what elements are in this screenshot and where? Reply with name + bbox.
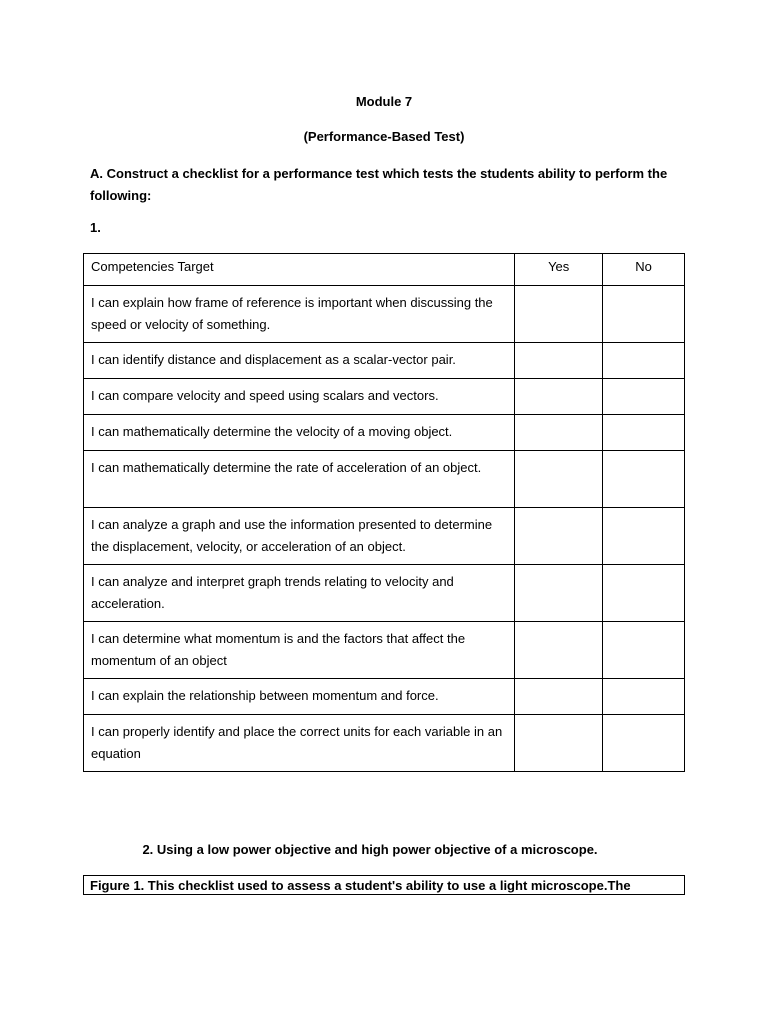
no-cell[interactable] <box>603 508 685 565</box>
table-row <box>84 286 685 343</box>
no-cell[interactable] <box>603 379 685 415</box>
yes-cell[interactable] <box>515 679 603 715</box>
header-no: No <box>603 254 685 286</box>
table-row <box>84 565 685 622</box>
competency-cell: I can explain the relationship between momentum and force. <box>84 679 515 715</box>
table-row <box>84 508 685 565</box>
no-cell[interactable] <box>603 451 685 508</box>
yes-cell[interactable] <box>515 451 603 508</box>
competency-checklist-table <box>83 253 685 772</box>
competency-cell: I can explain how frame of reference is important when discussing the speed or velocity of something. <box>84 286 515 343</box>
yes-cell[interactable] <box>515 715 603 772</box>
yes-cell[interactable] <box>515 622 603 679</box>
competency-cell: I can analyze a graph and use the information presented to determine the displacement, velocity, or acceleration of an object. <box>84 508 515 565</box>
competency-cell: I can properly identify and place the correct units for each variable in an equation <box>84 715 515 772</box>
table-row <box>84 679 685 715</box>
no-cell[interactable] <box>603 715 685 772</box>
header-yes: Yes <box>515 254 603 286</box>
competency-cell: I can analyze and interpret graph trends relating to velocity and acceleration. <box>84 565 515 622</box>
yes-cell[interactable] <box>515 415 603 451</box>
yes-cell[interactable] <box>515 343 603 379</box>
competency-cell: I can mathematically determine the velocity of a moving object. <box>84 415 515 451</box>
no-cell[interactable] <box>603 286 685 343</box>
table-header-row <box>84 254 685 286</box>
no-cell[interactable] <box>603 679 685 715</box>
table-row <box>84 343 685 379</box>
competency-cell: I can mathematically determine the rate of acceleration of an object. <box>84 451 515 508</box>
instruction-text: A. Construct a checklist for a performance test which tests the students ability to perform the following: <box>90 166 668 203</box>
table-row <box>84 451 685 508</box>
table-row <box>84 622 685 679</box>
table-row <box>84 715 685 772</box>
competency-cell: I can compare velocity and speed using scalars and vectors. <box>84 379 515 415</box>
module-subtitle: (Performance-Based Test) <box>303 129 465 144</box>
figure-caption-box: Figure 1. This checklist used to assess a student's ability to use a light microscope.The <box>83 875 685 895</box>
header-competencies: Competencies Target <box>84 254 515 286</box>
no-cell[interactable] <box>603 415 685 451</box>
yes-cell[interactable] <box>515 508 603 565</box>
table-row <box>84 379 685 415</box>
yes-cell[interactable] <box>515 379 603 415</box>
competency-cell: I can identify distance and displacement as a scalar-vector pair. <box>84 343 515 379</box>
item-number-1: 1. <box>90 220 101 235</box>
module-title: Module 7 <box>355 94 413 109</box>
table-row <box>84 415 685 451</box>
no-cell[interactable] <box>603 343 685 379</box>
item-2-heading: 2. Using a low power objective and high power objective of a microscope. <box>142 842 598 857</box>
competency-cell: I can determine what momentum is and the factors that affect the momentum of an object <box>84 622 515 679</box>
yes-cell[interactable] <box>515 286 603 343</box>
no-cell[interactable] <box>603 622 685 679</box>
no-cell[interactable] <box>603 565 685 622</box>
yes-cell[interactable] <box>515 565 603 622</box>
